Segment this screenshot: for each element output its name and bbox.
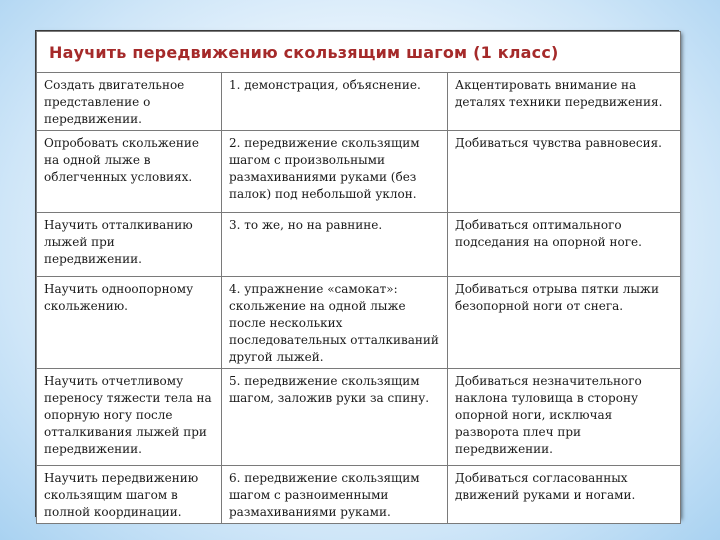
exercise-cell: 1. демонстрация, объяснение. [222,73,448,131]
task-cell: Опробовать скольжение на одной лыже в облегченных условиях. [37,131,222,213]
lesson-table-container [35,30,679,517]
task-cell: Научить одноопорному скольжению. [37,277,222,369]
goal-cell: Добиваться незначительного наклона туловища в сторону опорной ноги, исключая разворота плеч при передвижении. [448,369,681,466]
task-cell: Научить передвижению скользящим шагом в полной координации. [37,466,222,524]
exercise-cell: 3. то же, но на равнине. [222,213,448,277]
task-cell: Научить отталкиванию лыжей при передвижении. [37,213,222,277]
task-cell: Научить отчетливому переносу тяжести тела на опорную ногу после отталкивания лыжей при передвижении. [37,369,222,466]
table-row [37,73,681,131]
table-row [37,213,681,277]
table-header-row [37,32,681,73]
task-cell: Создать двигательное представление о передвижении. [37,73,222,131]
goal-cell: Акцентировать внимание на деталях техники передвижения. [448,73,681,131]
exercise-cell: 6. передвижение скользящим шагом с разноименными размахиваниями руками. [222,466,448,524]
table-row [37,466,681,524]
goal-cell: Добиваться согласованных движений руками и ногами. [448,466,681,524]
goal-cell: Добиваться отрыва пятки лыжи безопорной ноги от снега. [448,277,681,369]
goal-cell: Добиваться чувства равновесия. [448,131,681,213]
exercise-cell: 4. упражнение «самокат»: скольжение на одной лыже после нескольких последовательных отталкиваний другой лыжей. [222,277,448,369]
exercise-cell: 5. передвижение скользящим шагом, заложив руки за спину. [222,369,448,466]
exercise-cell: 2. передвижение скользящим шагом с произвольными размахиваниями руками (без палок) под небольшой уклон. [222,131,448,213]
goal-cell: Добиваться оптимального подседания на опорной ноге. [448,213,681,277]
table-row [37,131,681,213]
table-title: Научить передвижению скользящим шагом (1 класс) [37,32,681,73]
table-row [37,369,681,466]
table-row [37,277,681,369]
lesson-table [36,31,681,524]
